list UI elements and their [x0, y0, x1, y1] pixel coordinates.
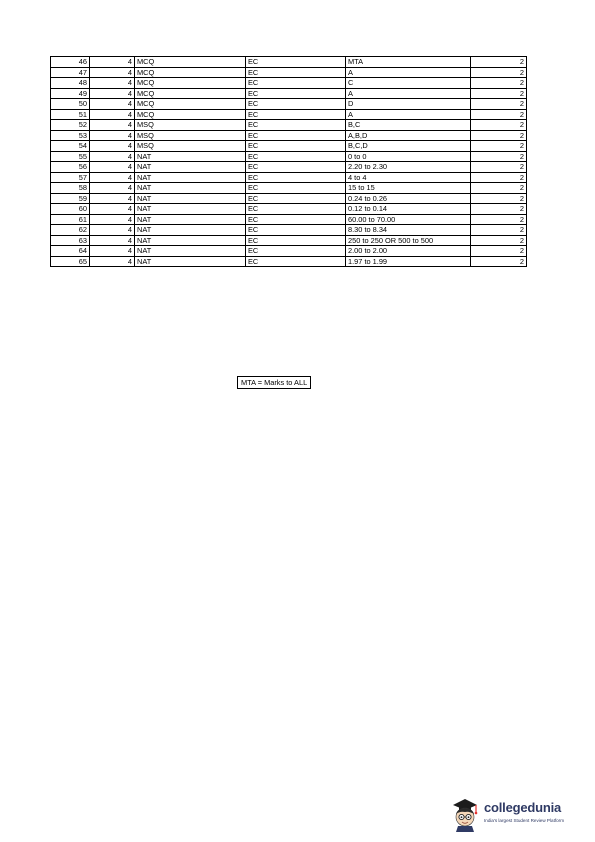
question-type-cell: NAT	[135, 193, 246, 204]
question-type-cell: MCQ	[135, 67, 246, 78]
table-row	[51, 78, 527, 89]
question-number-cell: 53	[51, 130, 90, 141]
session-number-cell: 4	[90, 172, 135, 183]
collegedunia-logo	[449, 796, 589, 834]
session-number-cell: 4	[90, 99, 135, 110]
question-type-cell: MCQ	[135, 109, 246, 120]
answer-key-cell: A,B,D	[346, 130, 471, 141]
section-code-cell: EC	[246, 120, 346, 131]
question-type-cell: NAT	[135, 256, 246, 267]
answer-key-cell: 1.97 to 1.99	[346, 256, 471, 267]
marks-value-cell: 2	[471, 109, 527, 120]
question-type-cell: MSQ	[135, 141, 246, 152]
section-code-cell: EC	[246, 130, 346, 141]
answer-key-cell: 2.00 to 2.00	[346, 246, 471, 257]
answer-key-cell: A	[346, 88, 471, 99]
brand-tagline: India's largest Student Review Platform	[484, 818, 565, 823]
session-number-cell: 4	[90, 67, 135, 78]
marks-value-cell: 2	[471, 151, 527, 162]
question-number-cell: 62	[51, 225, 90, 236]
answer-key-cell: MTA	[346, 57, 471, 68]
question-number-cell: 48	[51, 78, 90, 89]
marks-value-cell: 2	[471, 88, 527, 99]
section-code-cell: EC	[246, 99, 346, 110]
question-number-cell: 52	[51, 120, 90, 131]
question-type-cell: MCQ	[135, 57, 246, 68]
session-number-cell: 4	[90, 120, 135, 131]
legend-note: MTA = Marks to ALL	[237, 376, 311, 389]
section-code-cell: EC	[246, 162, 346, 173]
session-number-cell: 4	[90, 57, 135, 68]
section-code-cell: EC	[246, 78, 346, 89]
question-type-cell: NAT	[135, 151, 246, 162]
section-code-cell: EC	[246, 57, 346, 68]
section-code-cell: EC	[246, 225, 346, 236]
section-code-cell: EC	[246, 235, 346, 246]
question-number-cell: 49	[51, 88, 90, 99]
session-number-cell: 4	[90, 204, 135, 215]
table-row	[51, 141, 527, 152]
session-number-cell: 4	[90, 235, 135, 246]
answer-key-cell: 0.24 to 0.26	[346, 193, 471, 204]
answer-key-cell: A	[346, 109, 471, 120]
table-row	[51, 67, 527, 78]
question-type-cell: MSQ	[135, 130, 246, 141]
marks-value-cell: 2	[471, 141, 527, 152]
marks-value-cell: 2	[471, 162, 527, 173]
question-number-cell: 57	[51, 172, 90, 183]
answer-key-cell: A	[346, 67, 471, 78]
session-number-cell: 4	[90, 214, 135, 225]
table-row	[51, 130, 527, 141]
marks-value-cell: 2	[471, 99, 527, 110]
session-number-cell: 4	[90, 246, 135, 257]
table-row	[51, 120, 527, 131]
section-code-cell: EC	[246, 67, 346, 78]
marks-value-cell: 2	[471, 225, 527, 236]
session-number-cell: 4	[90, 109, 135, 120]
table-row	[51, 57, 527, 68]
question-number-cell: 61	[51, 214, 90, 225]
section-code-cell: EC	[246, 193, 346, 204]
session-number-cell: 4	[90, 88, 135, 99]
session-number-cell: 4	[90, 225, 135, 236]
section-code-cell: EC	[246, 183, 346, 194]
table-row	[51, 109, 527, 120]
marks-value-cell: 2	[471, 120, 527, 131]
question-type-cell: MCQ	[135, 78, 246, 89]
table-row	[51, 214, 527, 225]
answer-key-cell: 60.00 to 70.00	[346, 214, 471, 225]
session-number-cell: 4	[90, 141, 135, 152]
answer-key-table	[50, 56, 527, 267]
question-type-cell: NAT	[135, 172, 246, 183]
answer-key-cell: 15 to 15	[346, 183, 471, 194]
table-row	[51, 246, 527, 257]
session-number-cell: 4	[90, 183, 135, 194]
question-number-cell: 59	[51, 193, 90, 204]
table-row	[51, 88, 527, 99]
marks-value-cell: 2	[471, 172, 527, 183]
table-row	[51, 172, 527, 183]
marks-value-cell: 2	[471, 246, 527, 257]
section-code-cell: EC	[246, 204, 346, 215]
marks-value-cell: 2	[471, 78, 527, 89]
question-type-cell: NAT	[135, 214, 246, 225]
question-number-cell: 64	[51, 246, 90, 257]
answer-key-cell: 0 to 0	[346, 151, 471, 162]
table-row	[51, 193, 527, 204]
marks-value-cell: 2	[471, 214, 527, 225]
answer-key-cell: 8.30 to 8.34	[346, 225, 471, 236]
table-row	[51, 162, 527, 173]
marks-value-cell: 2	[471, 183, 527, 194]
table-row	[51, 235, 527, 246]
question-number-cell: 50	[51, 99, 90, 110]
table-row	[51, 151, 527, 162]
section-code-cell: EC	[246, 256, 346, 267]
question-type-cell: NAT	[135, 235, 246, 246]
marks-value-cell: 2	[471, 57, 527, 68]
question-number-cell: 58	[51, 183, 90, 194]
answer-key-cell: C	[346, 78, 471, 89]
session-number-cell: 4	[90, 151, 135, 162]
marks-value-cell: 2	[471, 67, 527, 78]
question-type-cell: NAT	[135, 225, 246, 236]
marks-value-cell: 2	[471, 193, 527, 204]
answer-key-cell: 0.12 to 0.14	[346, 204, 471, 215]
table-row	[51, 183, 527, 194]
question-number-cell: 54	[51, 141, 90, 152]
table-row	[51, 256, 527, 267]
brand-name: collegedunia	[484, 800, 562, 815]
question-type-cell: MCQ	[135, 99, 246, 110]
question-number-cell: 56	[51, 162, 90, 173]
student-mascot-icon	[449, 796, 481, 832]
question-number-cell: 46	[51, 57, 90, 68]
answer-key-cell: B,C	[346, 120, 471, 131]
question-number-cell: 47	[51, 67, 90, 78]
question-number-cell: 51	[51, 109, 90, 120]
session-number-cell: 4	[90, 162, 135, 173]
answer-key-cell: 2.20 to 2.30	[346, 162, 471, 173]
marks-value-cell: 2	[471, 204, 527, 215]
session-number-cell: 4	[90, 78, 135, 89]
marks-value-cell: 2	[471, 130, 527, 141]
session-number-cell: 4	[90, 193, 135, 204]
question-number-cell: 60	[51, 204, 90, 215]
answer-key-cell: B,C,D	[346, 141, 471, 152]
section-code-cell: EC	[246, 214, 346, 225]
question-type-cell: NAT	[135, 162, 246, 173]
answer-key-cell: 4 to 4	[346, 172, 471, 183]
table-row	[51, 225, 527, 236]
section-code-cell: EC	[246, 151, 346, 162]
question-number-cell: 63	[51, 235, 90, 246]
table-row	[51, 99, 527, 110]
session-number-cell: 4	[90, 130, 135, 141]
question-type-cell: MCQ	[135, 88, 246, 99]
question-type-cell: NAT	[135, 204, 246, 215]
answer-key-rows	[51, 57, 527, 267]
marks-value-cell: 2	[471, 235, 527, 246]
section-code-cell: EC	[246, 246, 346, 257]
question-type-cell: MSQ	[135, 120, 246, 131]
answer-key-cell: D	[346, 99, 471, 110]
section-code-cell: EC	[246, 109, 346, 120]
question-type-cell: NAT	[135, 183, 246, 194]
session-number-cell: 4	[90, 256, 135, 267]
question-number-cell: 55	[51, 151, 90, 162]
answer-key-cell: 250 to 250 OR 500 to 500	[346, 235, 471, 246]
marks-value-cell: 2	[471, 256, 527, 267]
section-code-cell: EC	[246, 172, 346, 183]
section-code-cell: EC	[246, 141, 346, 152]
question-type-cell: NAT	[135, 246, 246, 257]
question-number-cell: 65	[51, 256, 90, 267]
section-code-cell: EC	[246, 88, 346, 99]
table-row	[51, 204, 527, 215]
